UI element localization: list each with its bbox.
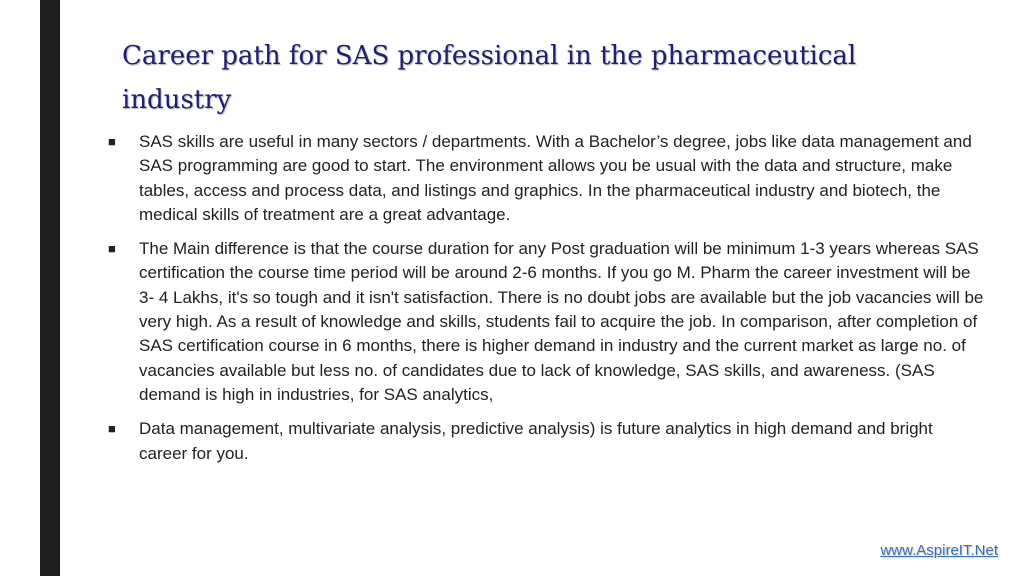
side-accent-bar [40, 0, 60, 576]
square-bullet-icon: ■ [108, 421, 116, 437]
bullet-list [104, 130, 984, 476]
bullet-item [104, 237, 984, 407]
bullet-text: SAS skills are useful in many sectors / departments. With a Bachelor’s degree, jobs like data management and SAS programming are good to start. The environment allows you be usual with the data and structure, make tables, access and process data, and listings and graphics. In the pharmaceutical industry and biotech, the medical skills of treatment are a great advantage. [139, 132, 972, 224]
square-bullet-icon: ■ [108, 241, 116, 257]
bullet-text: The Main difference is that the course duration for any Post graduation will be minimum 1-3 years whereas SAS certification the course time period will be around 2-6 months. If you go M. Pharm the career investment will be 3- 4 Lakhs, it's so tough and it isn't satisfaction. There is no doubt jobs are available but the job vacancies will be very high. As a result of knowledge and skills, students fail to acquire the job. In comparison, after completion of SAS certification course in 6 months, there is higher demand in industry and the current market as large no. of vacancies available but less no. of candidates due to lack of knowledge, SAS skills, and awareness. (SAS demand is high in industries, for SAS analytics, [139, 239, 984, 404]
bullet-text: Data management, multivariate analysis, predictive analysis) is future analytics in high demand and bright career for you. [139, 419, 933, 463]
bullet-item [104, 417, 984, 466]
website-link[interactable]: www.AspireIT.Net [880, 542, 998, 559]
slide-title: Career path for SAS professional in the pharmaceutical industry [122, 41, 857, 115]
square-bullet-icon: ■ [108, 134, 116, 149]
bullet-item [104, 130, 984, 227]
